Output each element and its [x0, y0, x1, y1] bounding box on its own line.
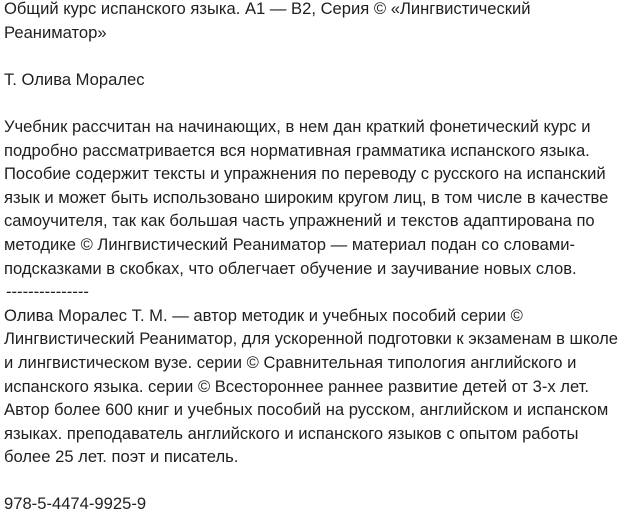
book-annotation: Учебник рассчитан на начинающих, в нем дан краткий фонетический курс и подробно рассматривается вся нормативная грамматика испанского языка. Пособие содержит тексты и упражнения по переводу с русского на испанский язык и может быть использовано широким кругом лиц, в том числе в качестве самоучителя, так как большая часть упражнений и текстов адаптирована по методике © Лингвистический Реаниматор — материал подан со словами-подсказками в скобках, что облегчает обучение и заучивание новых слов.: [4, 116, 609, 278]
section-separator: ---------------: [6, 282, 89, 302]
book-author: Т. Олива Моралес: [4, 69, 145, 89]
author-bio: Олива Моралес Т. М. — автор методик и учебных пособий серии © Лингвистический Реаниматор, для ускоренной подготовки к экзаменам в школе и лингвистическом вузе. серии © Сравнительная типология английского и испанского языка. серии © Всестороннее раннее развитие детей от 3-х лет. Автор более 600 книг и учебных пособий на русском, английском и испанском языках. преподаватель английского и испанского языков с опытом работы более 25 лет. поэт и писатель.: [4, 305, 619, 467]
book-description: [4, 0, 620, 516]
isbn: 978-5-4474-9925-9: [4, 494, 147, 514]
book-title: Общий курс испанского языка. A1 — B2, Серия © «Лингвистический Реаниматор»: [4, 0, 531, 42]
